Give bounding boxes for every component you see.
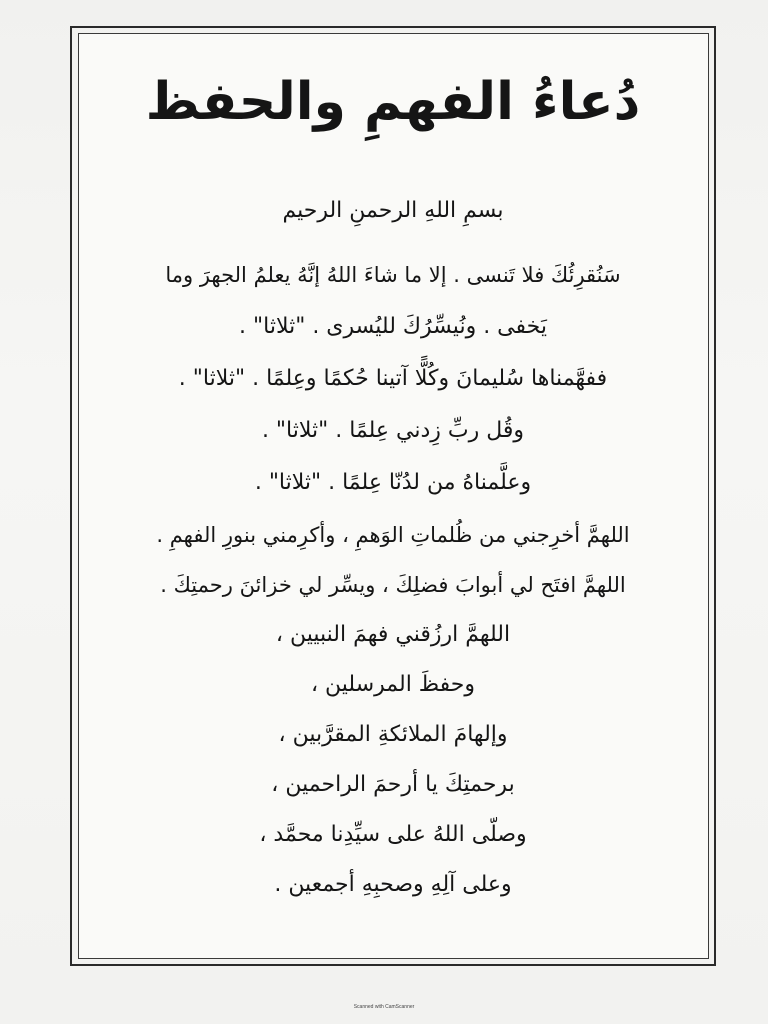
text-line-12: وصلّى اللهُ على سيِّدِنا محمَّد ، [259,822,527,847]
text-line-1: سَنُقرِئُكَ فلا تَنسى . إلا ما شاءَ اللهُ إنَّهُ يعلمُ الجهرَ وما [165,263,621,287]
text-line-3: ففهَّمناها سُليمانَ وكُلًّا آتينا حُكمًا وعِلمًا . "ثلاثا" . [178,366,608,391]
text-line-11: برحمتِكَ يا أرحمَ الراحمين ، [271,772,515,797]
text-line-2: يَخفى . ونُيسِّرُكَ لليُسرى . "ثلاثا" . [239,314,547,339]
scanner-watermark: Scanned with CamScanner [353,1004,415,1010]
text-line-10: وإلهامَ الملائكةِ المقرَّبين ، [278,722,508,747]
text-line-5: وعلَّمناهُ من لدُنّا عِلمًا . "ثلاثا" . [254,470,532,495]
prayer-content [90,44,696,944]
text-line-7: اللهمَّ افتَح لي أبوابَ فضلِكَ ، ويسِّر لي خزائنَ رحمتِكَ . [160,573,626,597]
text-line-9: وحفظَ المرسلين ، [310,672,476,697]
basmala: بسمِ اللهِ الرحمنِ الرحيم [282,198,504,223]
text-line-6: اللهمَّ أخرِجني من ظُلماتِ الوَهمِ ، وأكرِمني بنورِ الفهمِ . [156,523,630,547]
text-line-13: وعلى آلِهِ وصحبِهِ أجمعين . [274,872,512,897]
text-line-4: وقُل ربِّ زِدني عِلمًا . "ثلاثا" . [261,418,525,443]
page-title: دُعاءُ الفهمِ والحفظ [145,72,641,132]
text-line-8: اللهمَّ ارزُقني فهمَ النبيين ، [275,622,511,647]
